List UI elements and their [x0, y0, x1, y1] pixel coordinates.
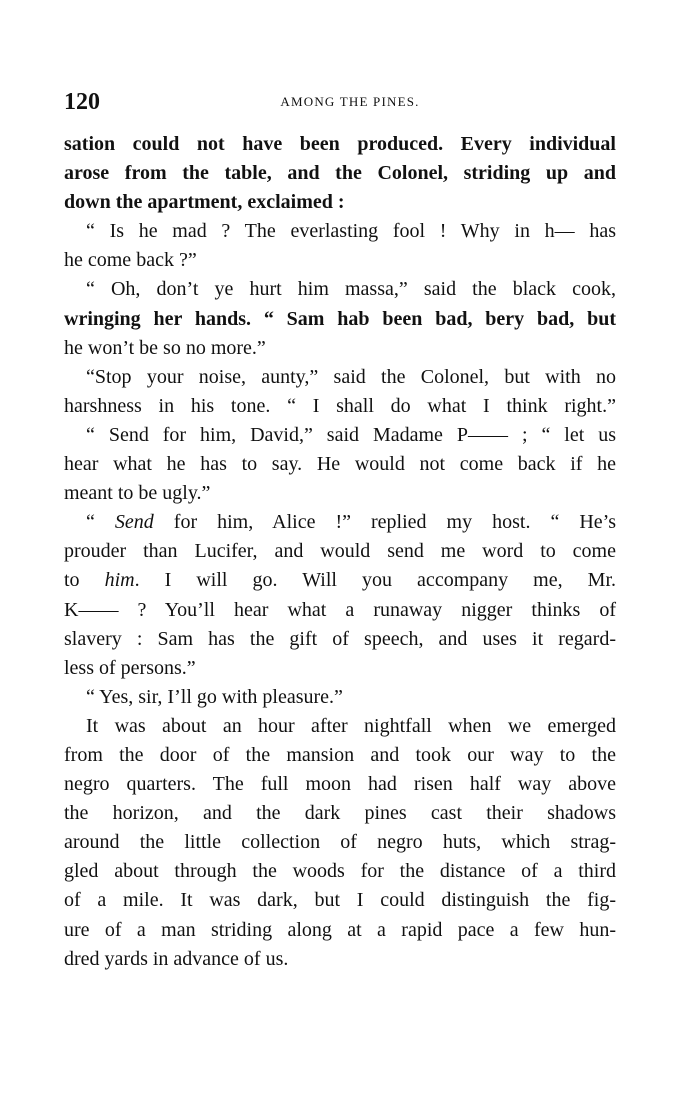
text-run: “ Send for him, David,” said Madame P—— ; “ let us	[86, 423, 616, 446]
body-text	[64, 130, 616, 974]
text-line	[64, 479, 616, 508]
text-line	[64, 305, 616, 334]
text-run: “ Yes, sir, I’ll go with pleasure.”	[86, 685, 343, 708]
text-run: for him, Alice !” replied my host. “ He’s	[153, 511, 616, 534]
text-run: negro quarters. The full moon had risen half way above	[64, 773, 616, 796]
text-run: less of persons.”	[64, 656, 196, 679]
text-line	[64, 828, 616, 857]
text-run: to	[64, 569, 105, 592]
text-run: down the apartment, exclaimed :	[64, 191, 345, 214]
text-line	[64, 450, 616, 479]
text-line	[64, 188, 616, 217]
text-run: around the little collection of negro huts, which strag-	[64, 831, 616, 854]
text-run: . I will go. Will you accompany me, Mr.	[134, 569, 616, 592]
text-line	[64, 159, 616, 188]
text-line	[64, 596, 616, 625]
text-line	[64, 857, 616, 886]
text-line	[64, 392, 616, 421]
text-run: dred yards in advance of us.	[64, 947, 289, 970]
running-head: AMONG THE PINES.	[280, 94, 420, 109]
text-run: ure of a man striding along at a rapid pace a few hun-	[64, 918, 616, 941]
text-line	[64, 712, 616, 741]
text-run: “ Oh, don’t ye hurt him massa,” said the black cook,	[86, 278, 616, 301]
text-line	[64, 246, 616, 275]
italic-text: him	[104, 569, 135, 592]
text-line	[64, 508, 616, 537]
text-run: “Stop your noise, aunty,” said the Colonel, but with no	[86, 365, 616, 388]
text-run: meant to be ugly.”	[64, 482, 211, 505]
text-line	[64, 566, 616, 595]
text-run: “	[86, 511, 115, 534]
text-run: wringing her hands. “ Sam hab been bad, bery bad, but	[64, 307, 616, 330]
page-number: 120	[64, 89, 100, 115]
text-line	[64, 625, 616, 654]
text-line	[64, 741, 616, 770]
text-run: of a mile. It was dark, but I could distinguish the fig-	[64, 889, 616, 912]
text-line	[64, 799, 616, 828]
text-run: prouder than Lucifer, and would send me word to come	[64, 540, 616, 563]
text-run: he come back ?”	[64, 249, 197, 272]
text-run: harshness in his tone. “ I shall do what I think right.”	[64, 394, 616, 417]
text-line	[64, 654, 616, 683]
text-line	[64, 130, 616, 159]
text-run: from the door of the mansion and took our way to the	[64, 743, 616, 766]
text-run: “ Is he mad ? The everlasting fool ! Why in h— has	[86, 220, 616, 243]
text-run: gled about through the woods for the distance of a third	[64, 860, 616, 883]
text-run: the horizon, and the dark pines cast their shadows	[64, 802, 616, 825]
text-line	[64, 275, 616, 304]
text-line	[64, 945, 616, 974]
page-header	[64, 86, 616, 118]
text-line	[64, 537, 616, 566]
text-line	[64, 334, 616, 363]
text-run: It was about an hour after nightfall when we emerged	[86, 714, 616, 737]
text-line	[64, 916, 616, 945]
text-line	[64, 770, 616, 799]
text-run: arose from the table, and the Colonel, striding up and	[64, 162, 616, 185]
text-run: slavery : Sam has the gift of speech, and uses it regard-	[64, 627, 616, 650]
text-line	[64, 683, 616, 712]
text-line	[64, 217, 616, 246]
text-run: K—— ? You’ll hear what a runaway nigger thinks of	[64, 598, 616, 621]
italic-text: Send	[114, 511, 154, 534]
text-line	[64, 421, 616, 450]
text-run: sation could not have been produced. Every individual	[64, 133, 616, 155]
text-line	[64, 363, 616, 392]
text-line	[64, 886, 616, 915]
text-run: he won’t be so no more.”	[64, 336, 266, 359]
text-run: hear what he has to say. He would not come back if he	[64, 453, 616, 476]
